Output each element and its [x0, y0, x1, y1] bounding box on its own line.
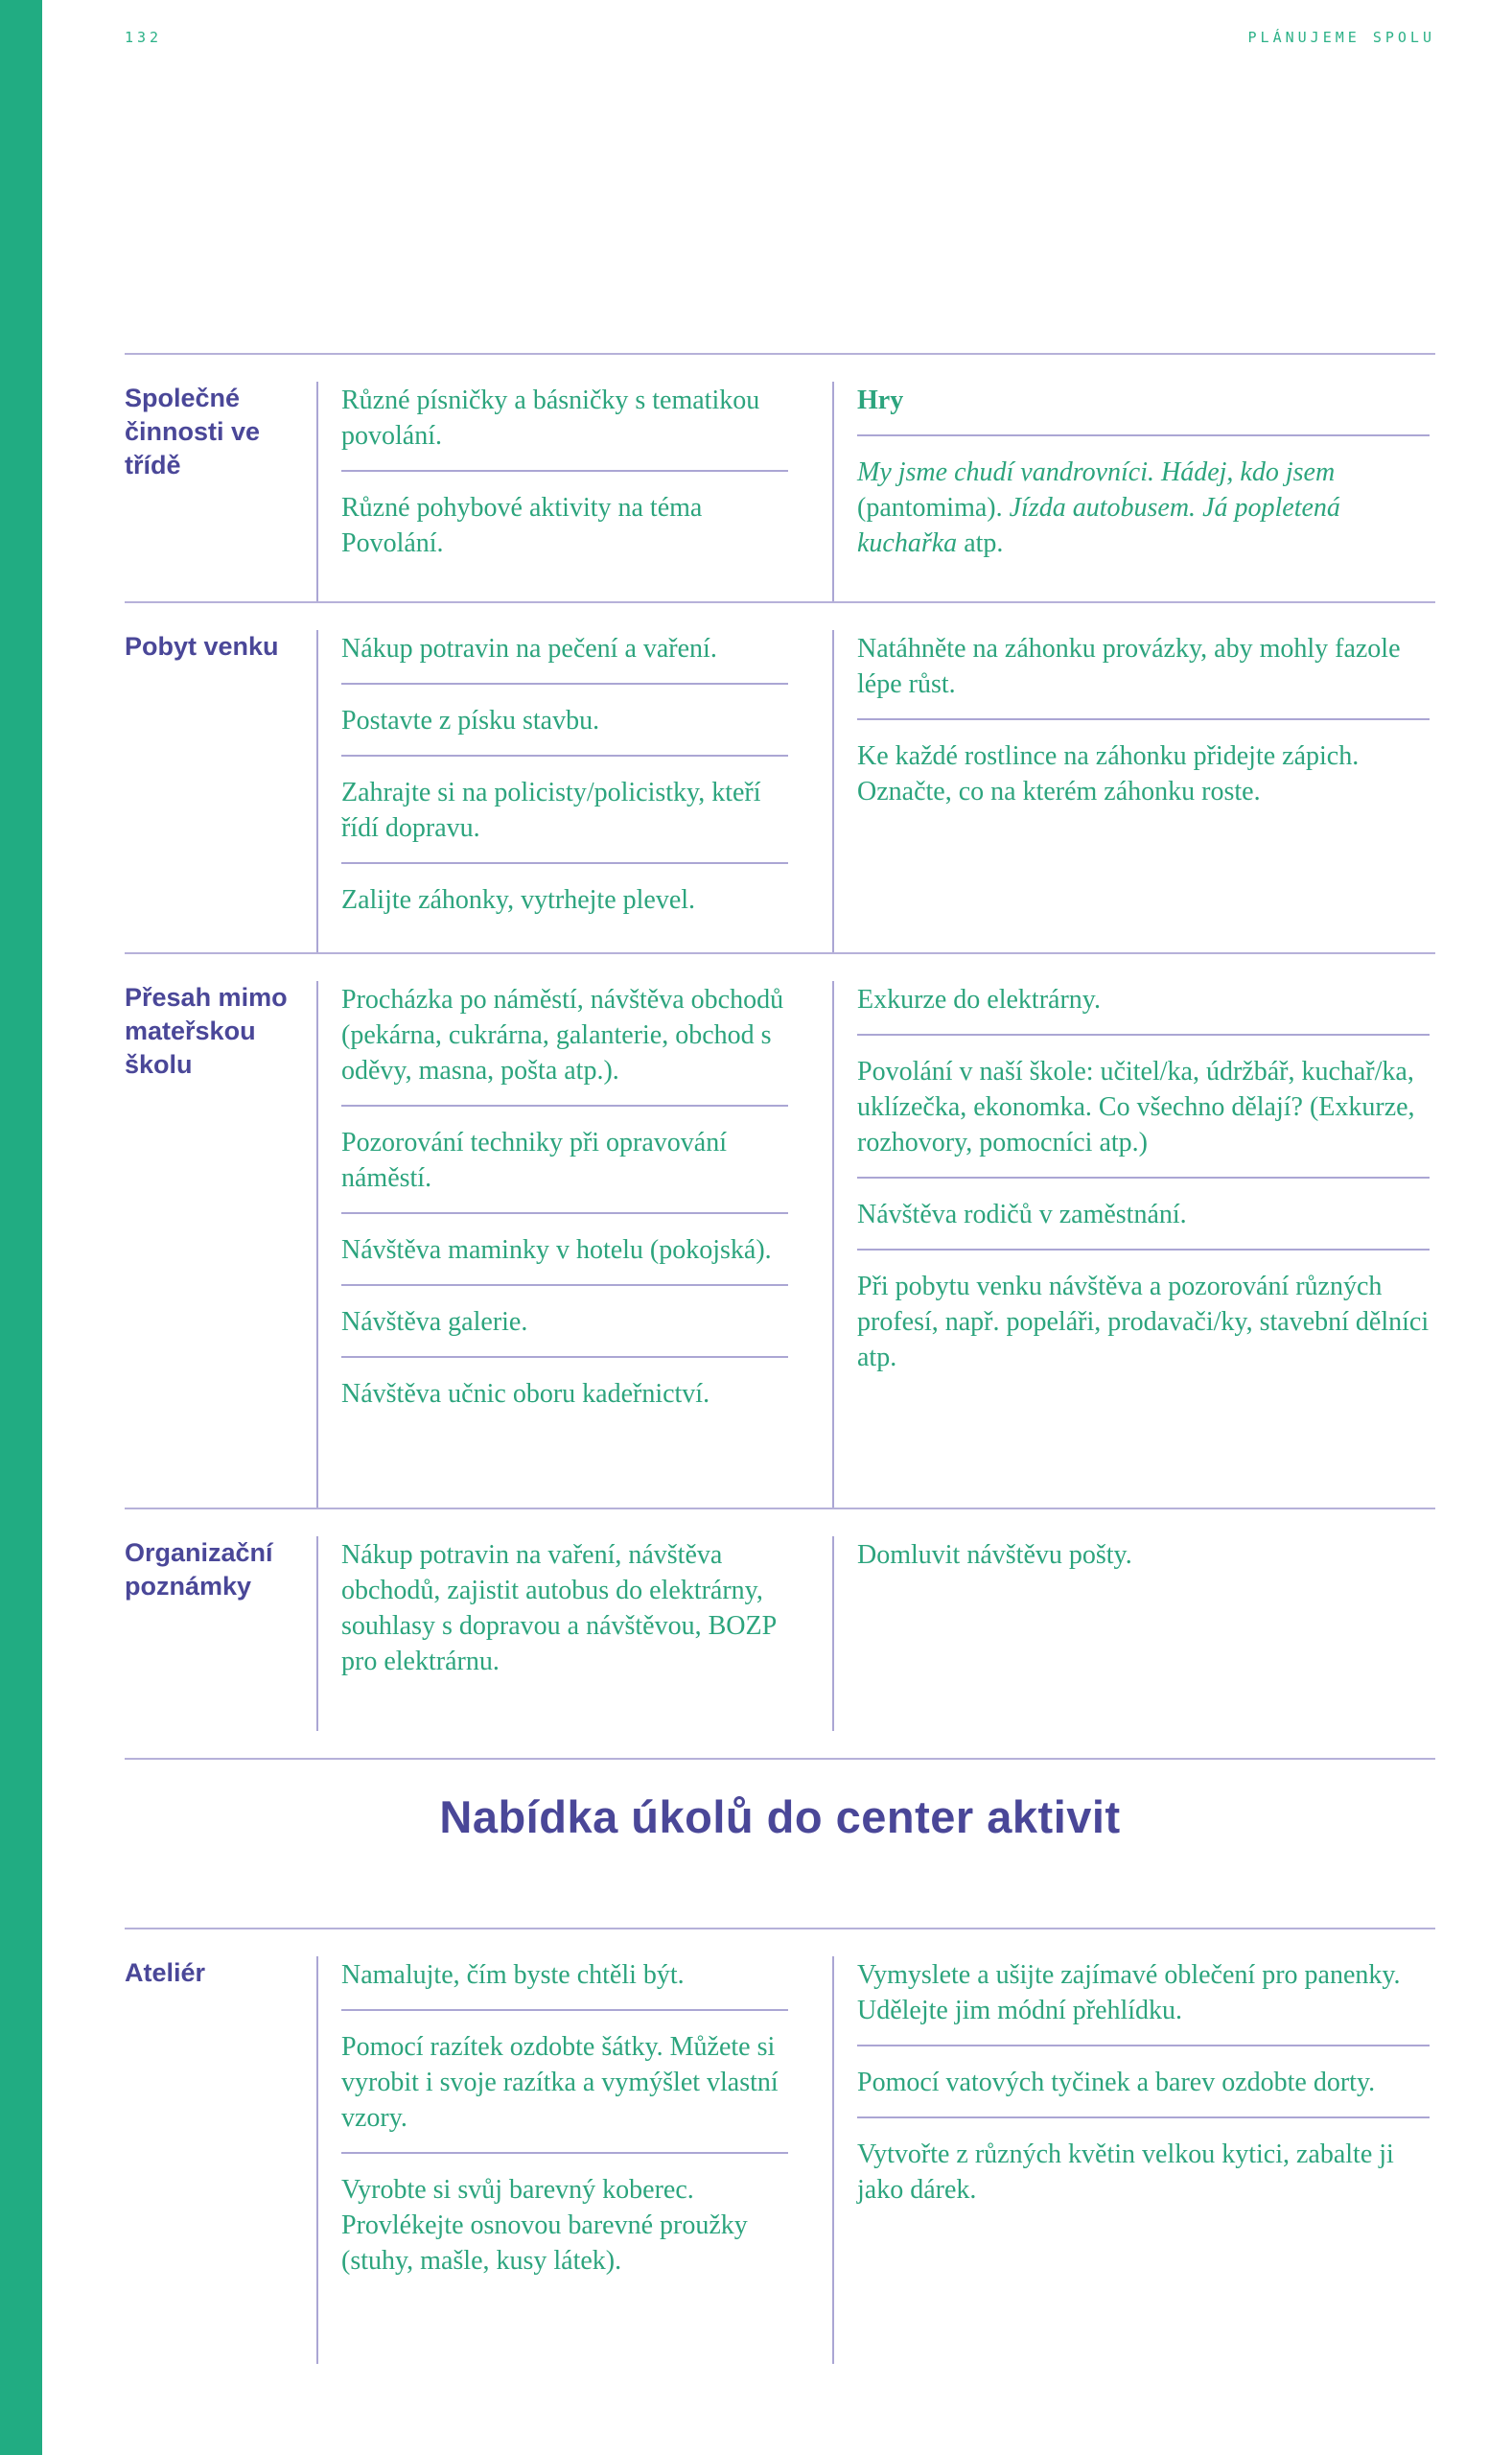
row-cell-right: [832, 1956, 1435, 2364]
activity-item: Zalijte záhonky, vytrhejte plevel.: [341, 884, 696, 915]
item-divider: [341, 1356, 788, 1358]
item-divider: [857, 718, 1430, 720]
item-divider: [341, 470, 788, 472]
row-cell-right: [832, 1536, 1435, 1731]
left-edge-color-bar: [0, 0, 42, 2455]
activity-item: Vytvořte z různých květin velkou kytici, zabalte ji jako dárek.: [857, 2139, 1394, 2205]
running-header: [125, 29, 1435, 46]
table-row-pobyt-venku: [125, 601, 1435, 952]
games-segment: My jsme chudí vandrovníci. Hádej, kdo jsem: [857, 456, 1336, 487]
row-label: Organizační poznámky: [125, 1538, 273, 1602]
item-divider: [341, 755, 788, 757]
item-divider: [857, 2116, 1430, 2118]
activity-item: Návštěva maminky v hotelu (pokojská).: [341, 1234, 772, 1265]
games-segment: atp.: [964, 527, 1004, 558]
row-cell-left: [316, 630, 832, 952]
section-heading-block: [125, 1758, 1435, 1843]
item-divider: [857, 1249, 1430, 1251]
row-label: Společné činnosti ve třídě: [125, 384, 261, 480]
row-cell-left: [316, 382, 832, 601]
games-segment: (pantomima).: [857, 492, 1010, 523]
activity-item: Různé písničky a básničky s tematikou povolání.: [341, 386, 760, 451]
item-divider: [341, 2009, 788, 2011]
item-divider: [857, 1177, 1430, 1179]
section-heading: Nabídka úkolů do center aktivit: [439, 1791, 1121, 1842]
activity-item: Různé pohybové aktivity na téma Povolání.: [341, 492, 703, 558]
activity-item: Pomocí razítek ozdobte šátky. Můžete si vyrobit i svoje razítka a vymýšlet vlastní vzory.: [341, 2031, 779, 2133]
row-label: Pobyt venku: [125, 632, 279, 661]
activity-item: Vymyslete a ušijte zajímavé oblečení pro panenky. Udělejte jim módní přehlídku.: [857, 1960, 1401, 2025]
item-divider: [857, 434, 1430, 436]
item-divider: [341, 1212, 788, 1214]
activity-item: Nákup potravin na pečení a vaření.: [341, 634, 717, 664]
activity-item: Návštěva galerie.: [341, 1306, 528, 1337]
activity-item: Návštěva učnic oboru kadeřnictví.: [341, 1378, 710, 1409]
row-label: Přesah mimo mateřskou školu: [125, 983, 288, 1080]
activity-item: Vyrobte si svůj barevný koberec. Provlékejte osnovou barevné proužky (stuhy, mašle, kusy látek).: [341, 2174, 748, 2276]
table-row-atelier: [125, 1928, 1435, 2364]
activity-item: Pozorování techniky při opravování náměstí.: [341, 1127, 728, 1193]
item-divider: [857, 1034, 1430, 1036]
activity-item: Exkurze do elektrárny.: [857, 985, 1101, 1015]
activity-item: Povolání v naší škole: učitel/ka, údržbář, kuchař/ka, uklízečka, ekonomka. Co všechno dělají? (Exkurze, rozhovory, pomocníci atp.): [857, 1056, 1415, 1157]
item-divider: [341, 1105, 788, 1107]
games-segment: Jízda autobusem.: [1009, 492, 1203, 523]
activity-item: Domluvit návštěvu pošty.: [857, 1540, 1132, 1570]
games-segment: Já popletená kuchařka: [857, 492, 1340, 558]
running-header-title: PLÁNUJEME SPOLU: [1247, 29, 1435, 46]
table-row-presah-mimo-skolu: [125, 952, 1435, 1508]
activity-item: Procházka po náměstí, návštěva obchodů (pekárna, cukrárna, galanterie, obchod s oděvy, masna, pošta atp.).: [341, 985, 784, 1086]
activity-item: Namalujte, čím byste chtěli být.: [341, 1960, 685, 1990]
row-cell-right: [832, 630, 1435, 952]
item-divider: [341, 683, 788, 685]
item-divider: [341, 862, 788, 864]
activity-item: Postavte z písku stavbu.: [341, 705, 600, 736]
activity-item: Pomocí vatových tyčinek a barev ozdobte dorty.: [857, 2067, 1376, 2097]
table-row-spolecne-cinnosti: [125, 353, 1435, 601]
row-cell-left: [316, 1956, 832, 2364]
row-cell-left: [316, 1536, 832, 1731]
activity-item: Natáhněte na záhonku provázky, aby mohly fazole lépe růst.: [857, 634, 1401, 699]
activity-item: Návštěva rodičů v zaměstnání.: [857, 1199, 1187, 1229]
row-label: Ateliér: [125, 1958, 206, 1987]
row-cell-right: [832, 382, 1435, 601]
activity-item: Při pobytu venku návštěva a pozorování různých profesí, např. popeláři, prodavači/ky, stavební dělníci atp.: [857, 1271, 1430, 1372]
cell-heading: Hry: [857, 386, 904, 415]
activity-item: Nákup potravin na vaření, návštěva obchodů, zajistit autobus do elektrárny, souhlasy s dopravou a návštěvou, BOZP pro elektrárnu.: [341, 1540, 777, 1676]
page-number: 132: [125, 29, 163, 46]
item-divider: [341, 1284, 788, 1286]
row-cell-right: [832, 981, 1435, 1508]
activity-item: Ke každé rostlince na záhonku přidejte zápich. Označte, co na kterém záhonku roste.: [857, 740, 1360, 807]
item-divider: [857, 2045, 1430, 2046]
table-row-organizacni-poznamky: [125, 1508, 1435, 1731]
row-cell-left: [316, 981, 832, 1508]
activity-item-games: [857, 456, 1430, 562]
item-divider: [341, 2152, 788, 2154]
activity-item: Zahrajte si na policisty/policistky, kteří řídí dopravu.: [341, 777, 761, 843]
